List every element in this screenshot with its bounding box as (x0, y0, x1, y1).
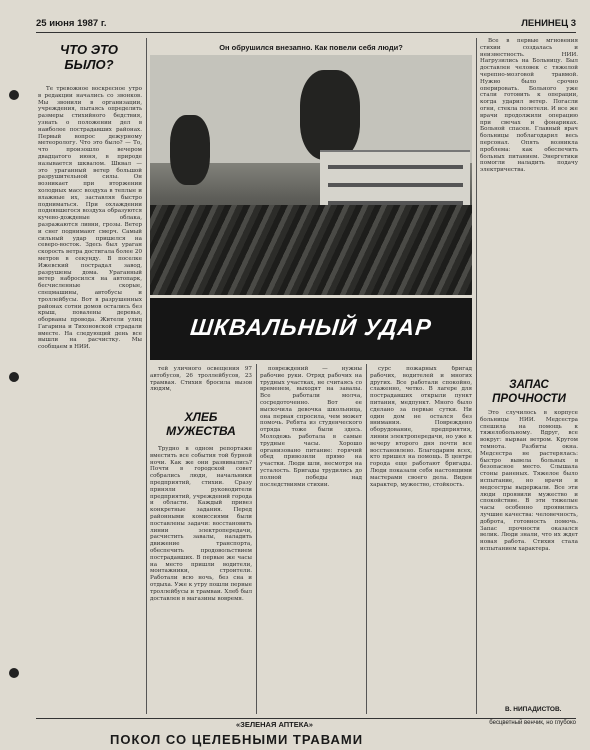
bottom-article-title: ПОКОЛ СО ЦЕЛЕБНЫМИ ТРАВАМИ (110, 732, 364, 747)
mid-article-body-col2: повреждений — нужны рабочие руки. Отряд рабочих на трудных участках, не считаясь со временем, выходят на завалы. Все работали молча, сосредоточенно. Вот ее выскочила девочка школьница, она первая спросила, чем может помочь. Ребята из студенческого отряда тоже были здесь. Молодежь работала в самые трудные часы. Хорошо организовано питание: горячий обед привозили прямо на участки. Люди шли, несмотря на усталость. Бригады трудились до полной победы над последствиями стихии. (260, 366, 362, 488)
footer-band (36, 718, 576, 729)
column-rule (256, 364, 257, 714)
column-rule (476, 38, 477, 714)
masthead (36, 18, 576, 33)
storm-damage-photo (150, 55, 472, 295)
issue-date: 25 июня 1987 г. (36, 18, 107, 29)
mid-intro: тей уличного освещения 97 автобусов, 26 троллейбусов, 23 трамвая. Стихия бросила вызов людям, (150, 366, 252, 393)
banner-title: ШКВАЛЬНЫЙ УДАР (189, 314, 433, 340)
footer-note: бесцветный венчик, но глубоко (489, 720, 576, 726)
column-rule (146, 38, 147, 714)
punch-hole (9, 668, 19, 678)
right-article-body: Это случилось в корпусе больницы НИИ. Медсестра спешила на помощь к тяжелобольному. Вдруг, все вокруг: вырван ветром. Кругом темнота. Разбиты окна. Медсестра не растерялась: быстро вывела больных в безопасное место. Слышала стоны раненых. Тяжелое было испытание, но врачи и медсестры выдержали. Все эти люди проявили мужество и спокойствие. В эти тяжелые часы особенно проявились лучшие качества: человечность, доброта, готовность помочь. Запас прочности оказался велик. Люди знали, что их ждет новая работа. Стихия стала испытанием характера. (480, 410, 578, 552)
mid-article-heading: ХЛЕБ МУЖЕСТВА (166, 410, 236, 438)
column-rule (366, 364, 367, 714)
rubric-label: «ЗЕЛЕНАЯ АПТЕКА» (236, 720, 313, 729)
mid-article-body-col3: сурс пожарных бригад рабочих, водителей и многих других. Все работали спокойно, слаженно, четко. В лагере для пострадавших открыли пункт питания, медпункт. Много было сделано за первые сутки. Ни один дом не остался без внимания. Повреждено оборудование, предприятия, линии электропередачи, но уже к вечеру второго дня почти все восстановлено. Благодарим всех, кто пришел на помощь. В центре города еще работают бригады. Люди показали себя настоящими мастерами своего дела. Виден характер, мужество, стойкость. (370, 366, 472, 488)
mid-article-body: Трудно в одном репортаже вместить все события той бурной ночи. Как же они развивались? Почти в городской совет собрались люди, начальники предприятий, стихии. Сразу приняли руководители предприятий, учреждений города и области. Каждый привез конкретные задания. Перед районными комиссиями были поставлены задачи: восстановить линии электропередачи, расчистить завалы, наладить движение транспорта, обеспечить продовольствием пострадавших. В первые же часы на место пришли водители, монтажники, строители. Работали всю ночь, без сна и отдыха. Уже к утру пошли первые троллейбусы и трамваи. Хлеб был доставлен в магазины вовремя. (150, 446, 252, 602)
paper-name-page: ЛЕНИНЕЦ 3 (521, 18, 576, 29)
right-article-top: Все в первые мгновения стихии создалась и неизвестность. НИИ. Нагрузились на Больницу. Был доставлен человек с тяжелой черепно-мозговой травмой. Нужно было срочно оперировать. Больного уже стали готовить к операции, когда ударил ветер. Погасли огни, стекла полетели. И все же врачи продолжили операцию при свечах и фонариках. Больной спасен. Главный врач больницы поблагодарил весь персонал. Опять возникла проблема: как обеспечить больных питанием. Энергетики помогли наладить подачу электричества. (480, 38, 578, 174)
photo-caption: Он обрушился внезапно. Как повели себя люди? (219, 43, 403, 52)
left-article-heading: ЧТО ЭТО БЫЛО? (60, 42, 118, 72)
left-article-body: Те тревожное воскресное утро в редакции начались со звонков. Мы звонили в организации, учреждения, пытаясь определить размеры стихийного бедствия, узнать о положении дел в наиболее пострадавших районах. Первый вопрос дежурному метеорологу. Что это было? — То, что произошло вечером двадцатого июня, в природе называется шквалом. Шквал — это ураганный ветер большой разрушительной силы. Он возникает при вторжении холодных масс воздуха в теплые и влажные их, заставляя быстро подниматься. При охлаждении поднявшегося воздуха образуются кучево-дождевые облака, разражаются ливни, грозы. Ветер и снег поднимают смерч. Самый сильный удар пришелся на северо-восток. Здесь был ураган скорость ветра достигала более 20 метров в секунду. В поселке Ижевский пострадал завод, разрушены дома. Ураганный ветер набросился на автопарк, бесчисленные скорые, спецмашины, автобусы и троллейбусы. Вот в разрушенных районах сотни домов остались без крыш, повалены деревья, оборваны провода. Жители улиц Гагарина и Тихоновской страдали вместе. На следующий день все вышли на расчистку. Мы сообщаем в НИИ. (38, 86, 142, 351)
headline-banner (150, 298, 472, 360)
punch-hole (9, 372, 19, 382)
author-signature: В. НИПАДИСТОВ. (505, 706, 562, 713)
right-article-heading: ЗАПАС ПРОЧНОСТИ (492, 379, 566, 405)
punch-hole (9, 90, 19, 100)
